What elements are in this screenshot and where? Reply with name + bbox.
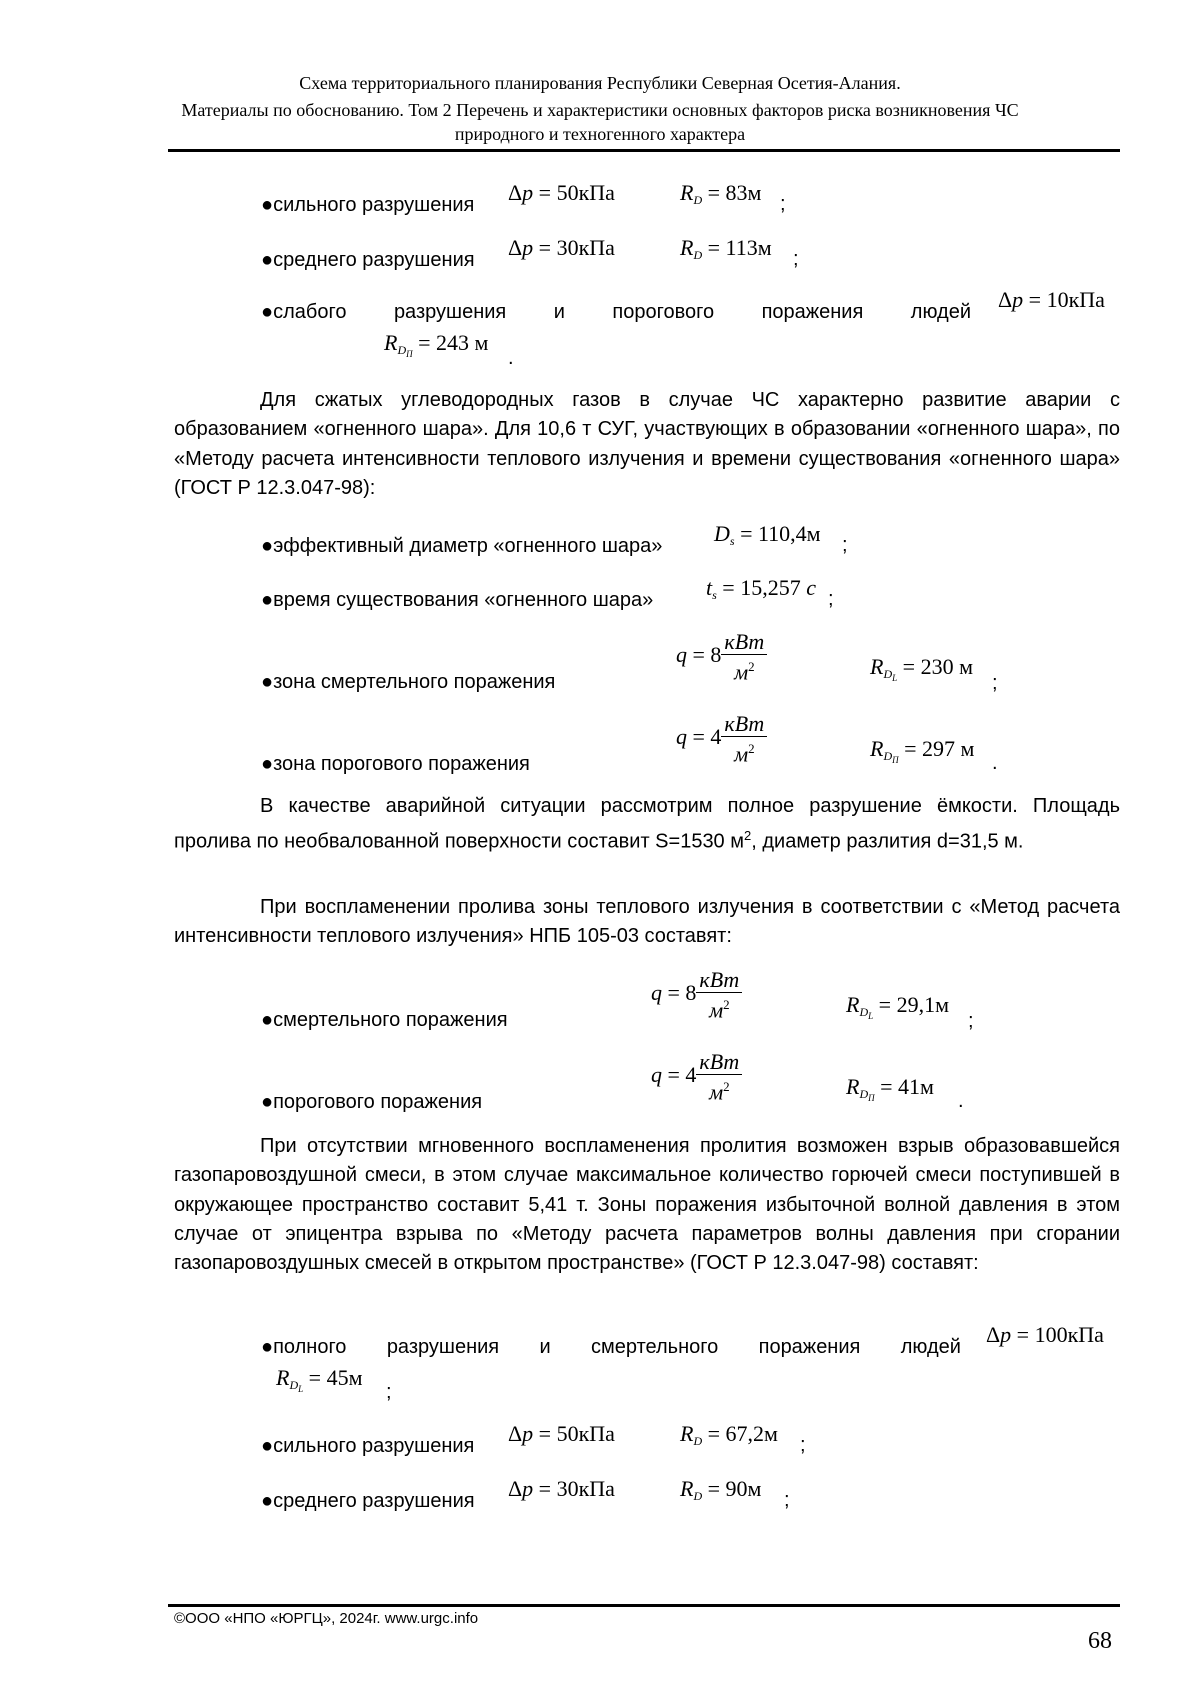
header-line-2: Материалы по обоснованию. Том 2 Перечень и характеристики основных факторов риска возникновения ЧС bbox=[181, 100, 1019, 120]
formula-pressure: Δp = 50кПа bbox=[508, 180, 615, 205]
list-item: ●зона смертельного поражения bbox=[261, 671, 556, 693]
bullet-icon: ● bbox=[261, 1336, 274, 1358]
bullet-icon: ● bbox=[261, 753, 274, 775]
semicolon: ; bbox=[968, 1010, 974, 1032]
semicolon: ; bbox=[793, 248, 799, 270]
paragraph: В качестве аварийной ситуации рассмотрим полное разрушение ёмкости. Площадь пролива по необвалованной поверхности составит S=1530 $м^2$, диаметр разлития d=31,5 м. bbox=[174, 795, 1120, 853]
bullet-icon: ● bbox=[261, 301, 274, 323]
list-item: ●полного разрушения и смертельного поражения людей bbox=[261, 1336, 961, 1358]
page-number: 68 bbox=[1088, 1628, 1112, 1654]
list-item: ●сильного разрушения bbox=[261, 1435, 475, 1457]
list-item: ●слабого разрушения и порогового поражения людей bbox=[261, 301, 971, 323]
bullet-icon: ● bbox=[261, 249, 274, 271]
paragraph: Для сжатых углеводородных газов в случае ЧС характерно развитие аварии с образованием «огненного шара». Для 10,6 т СУГ, участвующих в образовании «огненного шара», по «Методу расчета интенсивности теплового излучения и времени существования «огненного шара» (ГОСТ Р 12.3.047-98): bbox=[174, 389, 1120, 499]
period: . bbox=[992, 752, 998, 774]
footer-copyright: ©ООО «НПО «ЮРГЦ», 2024г. www.urgc.info bbox=[174, 1610, 479, 1627]
bullet-icon: ● bbox=[261, 1091, 274, 1113]
list-item: ●среднего разрушения bbox=[261, 249, 475, 271]
bullet-icon: ● bbox=[261, 535, 274, 557]
period: . bbox=[508, 347, 514, 369]
formula-heat-flux: q = 4 $\frac{\text{кВт}}{м^2}$ bbox=[676, 712, 767, 766]
formula-radius: $R_D = 90м$ bbox=[680, 1476, 762, 1503]
bullet-icon: ● bbox=[261, 1490, 274, 1512]
list-item: ●смертельного поражения bbox=[261, 1009, 508, 1031]
footer-divider bbox=[168, 1604, 1120, 1607]
paragraph: При воспламенении пролива зоны теплового излучения в соответствии с «Метод расчета интенсивности теплового излучения» НПБ 105-03 составят: bbox=[174, 896, 1120, 948]
semicolon: ; bbox=[800, 1434, 806, 1456]
formula-pressure: Δp = 30кПа bbox=[508, 1476, 615, 1501]
period: . bbox=[958, 1090, 964, 1112]
list-item: ●зона порогового поражения bbox=[261, 753, 530, 775]
bullet-icon: ● bbox=[261, 671, 274, 693]
formula-radius: $R_D = 113м$ bbox=[680, 235, 772, 262]
formula-radius: $R_{D_П} = 243$ м bbox=[384, 330, 489, 359]
formula-heat-flux: q = 8 $\frac{\text{кВт}}{м^2}$ bbox=[651, 968, 742, 1022]
formula-pressure: Δp = 30кПа bbox=[508, 235, 615, 260]
formula-radius: $R_D = 83м$ bbox=[680, 180, 762, 207]
formula-radius: $R_{D_П} = 41м$ bbox=[846, 1074, 934, 1103]
list-item: ●порогового поражения bbox=[261, 1091, 483, 1113]
header-line-1: Схема территориального планирования Республики Северная Осетия-Алания. bbox=[299, 73, 901, 93]
formula-radius: $R_{D_П} = 297$ м bbox=[870, 736, 975, 765]
list-item: ●время существования «огненного шара» bbox=[261, 589, 654, 611]
list-item: ●сильного разрушения bbox=[261, 194, 475, 216]
list-item: ●эффективный диаметр «огненного шара» bbox=[261, 535, 663, 557]
semicolon: ; bbox=[784, 1489, 790, 1511]
semicolon: ; bbox=[992, 672, 998, 694]
semicolon: ; bbox=[386, 1381, 392, 1403]
semicolon: ; bbox=[842, 534, 848, 556]
formula-radius: $R_D = 67,2м$ bbox=[680, 1421, 778, 1448]
formula-radius: $R_{D_L} = 230$ м bbox=[870, 654, 973, 683]
bullet-icon: ● bbox=[261, 1009, 274, 1031]
formula-pressure: Δp = 100кПа bbox=[986, 1322, 1104, 1347]
bullet-icon: ● bbox=[261, 589, 274, 611]
semicolon: ; bbox=[780, 193, 786, 215]
formula-heat-flux: q = 8 $\frac{\text{кВт}}{м^2}$ bbox=[676, 630, 767, 684]
semicolon: ; bbox=[828, 588, 834, 610]
formula-diameter: $D_s = 110,4м$ bbox=[714, 521, 821, 548]
list-item: ●среднего разрушения bbox=[261, 1490, 475, 1512]
header-line-3: природного и техногенного характера bbox=[454, 124, 746, 144]
formula-radius: $R_{D_L} = 45м$ bbox=[276, 1365, 363, 1394]
formula-pressure: Δp = 50кПа bbox=[508, 1421, 615, 1446]
bullet-icon: ● bbox=[261, 1435, 274, 1457]
formula-radius: $R_{D_L} = 29,1м$ bbox=[846, 992, 949, 1021]
header-divider bbox=[168, 149, 1120, 152]
formula-heat-flux: q = 4 $\frac{\text{кВт}}{м^2}$ bbox=[651, 1050, 742, 1104]
formula-time: $t_s = 15,257$ c bbox=[706, 575, 816, 602]
bullet-icon: ● bbox=[261, 194, 274, 216]
formula-pressure: Δp = 10кПа bbox=[998, 287, 1105, 312]
paragraph: При отсутствии мгновенного воспламенения пролития возможен взрыв образовавшейся газопаровоздушной смеси, в этом случае максимальное количество горючей смеси поступившей в окружающее пространство составит 5,41 т. Зоны поражения избыточной волной давления в этом случае от эпицентра взрыва по «Методу расчета параметров волны давления при сгорании газопаровоздушных смесей в открытом пространстве» (ГОСТ Р 12.3.047-98) составят: bbox=[174, 1135, 1120, 1275]
